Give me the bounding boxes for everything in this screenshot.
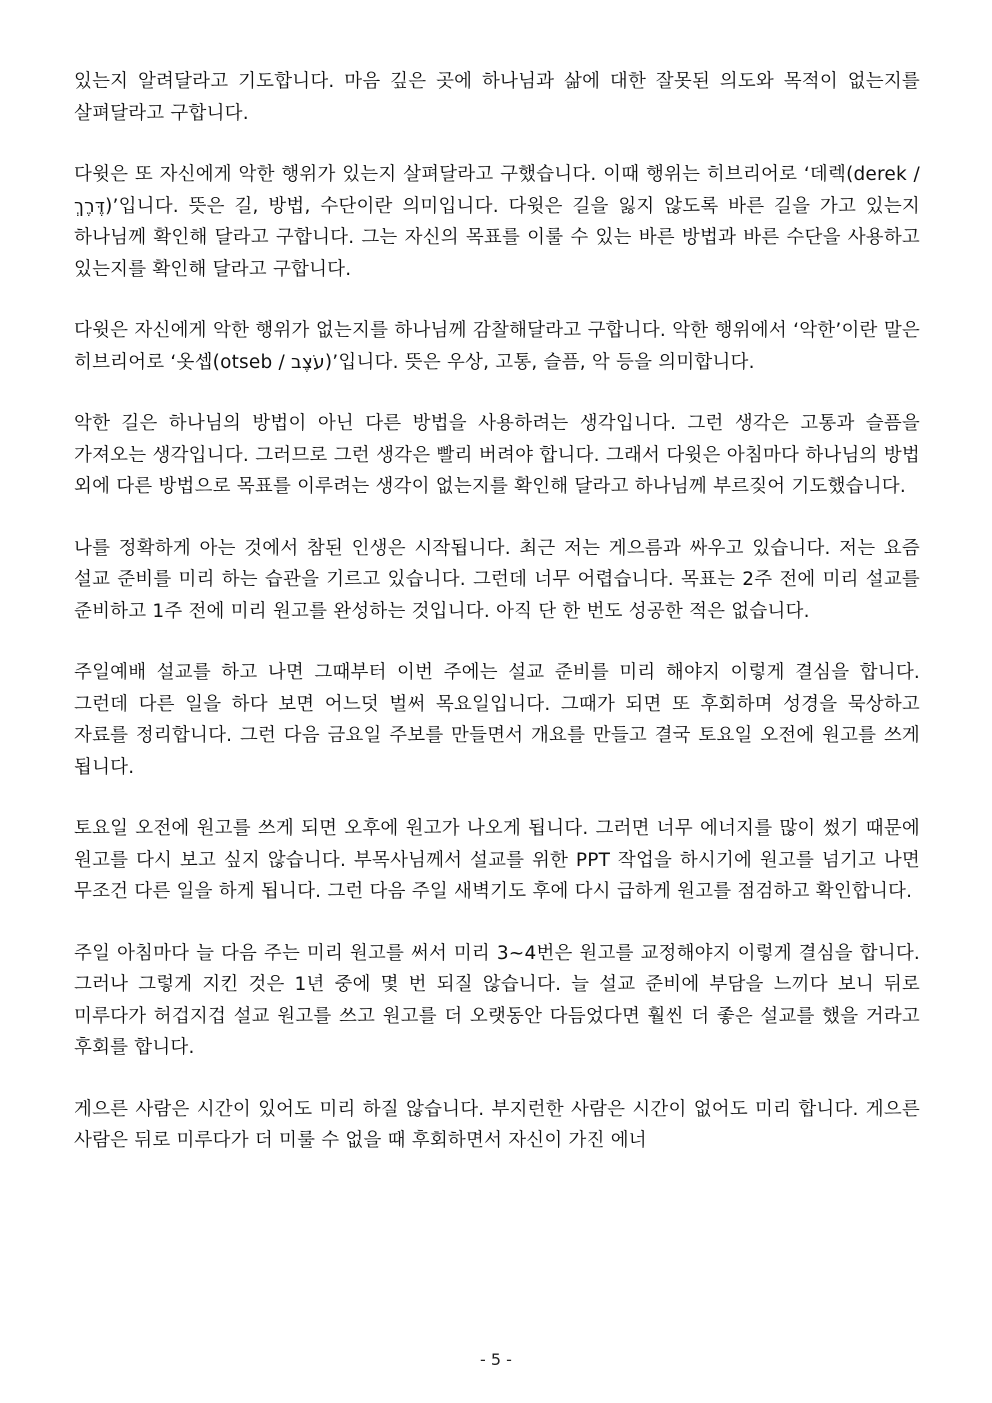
paragraph: 주일예배 설교를 하고 나면 그때부터 이번 주에는 설교 준비를 미리 해야지 이렇게 결심을 합니다. 그런데 다른 일을 하다 보면 어느덧 벌써 목요일입니다. 그때가 되면 또 후회하며 성경을 묵상하고 자료를 정리합니다. 그런 다음 금요일 주보를 만들면서 개요를 만들고 결국 토요일 오전에 원고를 쓰게 됩니다. bbox=[74, 662, 920, 778]
paragraph: 주일 아침마다 늘 다음 주는 미리 원고를 써서 미리 3~4번은 원고를 교정해야지 이렇게 결심을 합니다. 그러나 그렇게 지킨 것은 1년 중에 몇 번 되질 않습니다. 늘 설교 준비에 부담을 느끼다 보니 뒤로 미루다가 허겁지겁 설교 원고를 쓰고 원고를 더 오랫동안 다듬었다면 훨씬 더 좋은 설교를 했을 거라고 후회를 합니다. bbox=[74, 942, 920, 1058]
paragraph: 나를 정확하게 아는 것에서 참된 인생은 시작됩니다. 최근 저는 게으름과 싸우고 있습니다. 저는 요즘 설교 준비를 미리 하는 습관을 기르고 있습니다. 그런데 너무 어렵습니다. 목표는 2주 전에 미리 설교를 준비하고 1주 전에 미리 원고를 완성하는 것입니다. 아직 단 한 번도 성공한 적은 없습니다. bbox=[74, 537, 920, 622]
paragraph: 있는지 알려달라고 기도합니다. 마음 깊은 곳에 하나님과 삶에 대한 잘못된 의도와 목적이 없는지를 살펴달라고 구합니다. bbox=[74, 71, 920, 124]
paragraph: 게으른 사람은 시간이 있어도 미리 하질 않습니다. 부지런한 사람은 시간이 없어도 미리 합니다. 게으른 사람은 뒤로 미루다가 더 미룰 수 없을 때 후회하면서 자신이 가진 에너 bbox=[74, 1098, 920, 1151]
paragraph: 다윗은 또 자신에게 악한 행위가 있는지 살펴달라고 구했습니다. 이때 행위는 히브리어로 ‘데렉(derek / דֶּרֶךְ)’입니다. 뜻은 길, 방법, 수단이란 의미입니다. 다윗은 길을 잃지 않도록 바른 길을 가고 있는지 하나님께 확인해 달라고 구합니다. 그는 자신의 목표를 이룰 수 있는 바른 방법과 바른 수단을 사용하고 있는지를 확인해 달라고 구합니다. bbox=[74, 164, 920, 280]
paragraph: 악한 길은 하나님의 방법이 아닌 다른 방법을 사용하려는 생각입니다. 그런 생각은 고통과 슬픔을 가져오는 생각입니다. 그러므로 그런 생각은 빨리 버려야 합니다. 그래서 다윗은 아침마다 하나님의 방법 외에 다른 방법으로 목표를 이루려는 생각이 없는지를 확인해 달라고 하나님께 부르짖어 기도했습니다. bbox=[74, 413, 920, 497]
page-number: - 5 - bbox=[480, 1350, 512, 1369]
paragraph: 다윗은 자신에게 악한 행위가 없는지를 하나님께 감찰해달라고 구합니다. 악한 행위에서 ‘악한’이란 말은 히브리어로 ‘옷셉(otseb / עֹצֶב)’입니다. 뜻은 우상, 고통, 슬픔, 악 등을 의미합니다. bbox=[74, 320, 920, 373]
paragraph: 토요일 오전에 원고를 쓰게 되면 오후에 원고가 나오게 됩니다. 그러면 너무 에너지를 많이 썼기 때문에 원고를 다시 보고 싶지 않습니다. 부목사님께서 설교를 위한 PPT 작업을 하시기에 원고를 넘기고 나면 무조건 다른 일을 하게 됩니다. 그런 다음 주일 새벽기도 후에 다시 급하게 원고를 점검하고 확인합니다. bbox=[74, 818, 920, 902]
document-body bbox=[74, 66, 920, 1187]
